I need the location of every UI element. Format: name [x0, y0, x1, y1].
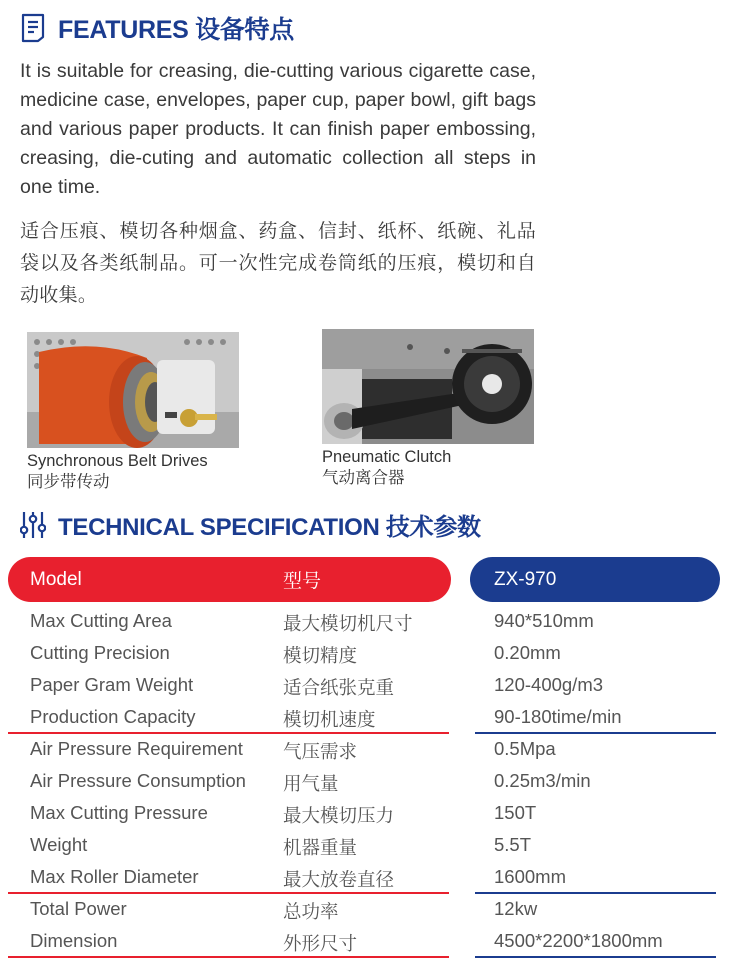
table-row: [0, 701, 730, 733]
row-value: 4500*2200*1800mm: [494, 930, 663, 951]
row-label-en: Air Pressure Requirement: [30, 738, 243, 759]
belt-drive-photo: [27, 332, 239, 448]
spec-title: TECHNICAL SPECIFICATION 技术参数: [58, 514, 481, 541]
row-label-cn: 气压需求: [283, 741, 358, 762]
features-title: FEATURES 设备特点: [58, 16, 294, 44]
row-value: 0.5Mpa: [494, 738, 556, 759]
row-label-cn: 机器重量: [283, 837, 358, 858]
table-row: [0, 765, 730, 797]
table-row: [0, 733, 730, 765]
row-value: 12kw: [494, 898, 538, 919]
belt-caption-cn: 同步带传动: [27, 473, 110, 491]
model-label-cn: 型号: [283, 571, 322, 592]
row-value: 0.20mm: [494, 642, 561, 663]
features-heading: [20, 10, 294, 46]
table-row: [0, 669, 730, 701]
pneumatic-clutch-caption: [322, 447, 451, 489]
row-divider: [8, 956, 449, 958]
row-label-cn: 外形尺寸: [283, 933, 358, 954]
row-label-en: Weight: [30, 834, 88, 855]
row-value: 120-400g/m3: [494, 674, 604, 695]
row-label-en: Total Power: [30, 898, 127, 919]
row-divider: [475, 956, 716, 958]
belt-drive-caption: [27, 451, 208, 493]
features-paragraph-cn: 适合压痕、模切各种烟盒、药盒、信封、纸杯、纸碗、礼品袋以及各类纸制品。可一次性完成卷筒纸的压痕，模切和自动收集。: [20, 221, 536, 306]
table-row: [0, 893, 730, 925]
row-label-cn: 最大放卷直径: [283, 869, 395, 890]
row-label-en: Dimension: [30, 930, 118, 951]
row-label-cn: 用气量: [283, 773, 339, 794]
row-value: 150T: [494, 802, 537, 823]
document-list-icon: [20, 13, 46, 43]
row-value: 1600mm: [494, 866, 566, 887]
row-value: 940*510mm: [494, 610, 594, 631]
model-label: Model: [30, 568, 82, 590]
sliders-icon: [20, 510, 46, 540]
row-label-cn: 模切机速度: [283, 709, 376, 730]
table-row: [0, 637, 730, 669]
spec-heading: [20, 507, 481, 542]
row-value: 90-180time/min: [494, 706, 622, 727]
row-label-en: Max Cutting Pressure: [30, 802, 208, 823]
model-value-pill: [470, 557, 720, 602]
row-value: 0.25m3/min: [494, 770, 591, 791]
row-label-en: Production Capacity: [30, 706, 196, 727]
row-label-en: Max Roller Diameter: [30, 866, 199, 887]
row-value: 5.5T: [494, 834, 532, 855]
model-value: ZX-970: [494, 568, 557, 590]
row-label-cn: 适合纸张克重: [283, 677, 395, 698]
row-label-en: Cutting Precision: [30, 642, 170, 663]
row-label-cn: 最大模切压力: [283, 805, 395, 826]
table-row: [0, 861, 730, 893]
table-row: [0, 797, 730, 829]
row-label-en: Paper Gram Weight: [30, 674, 194, 695]
table-row: [0, 925, 730, 957]
clutch-caption-cn: 气动离合器: [322, 469, 405, 487]
table-row: [0, 829, 730, 861]
row-label-en: Air Pressure Consumption: [30, 770, 246, 791]
features-paragraph-en: It is suitable for creasing, die-cutting various cigarette case, medicine case, envelopes, paper cup, paper bowl, gift bags and various paper products. It can finish paper embossing, creasing, die-cuting and automatic collection all steps in one time.: [20, 60, 536, 198]
row-label-cn: 最大模切机尺寸: [283, 613, 413, 634]
row-label-cn: 总功率: [283, 901, 339, 922]
pneumatic-clutch-photo: [322, 329, 534, 444]
model-header-pill: [8, 557, 451, 602]
belt-caption-en: Synchronous Belt Drives: [27, 452, 208, 470]
row-label-en: Max Cutting Area: [30, 610, 172, 631]
row-label-cn: 模切精度: [283, 645, 358, 666]
table-row: [0, 605, 730, 637]
clutch-caption-en: Pneumatic Clutch: [322, 448, 452, 466]
